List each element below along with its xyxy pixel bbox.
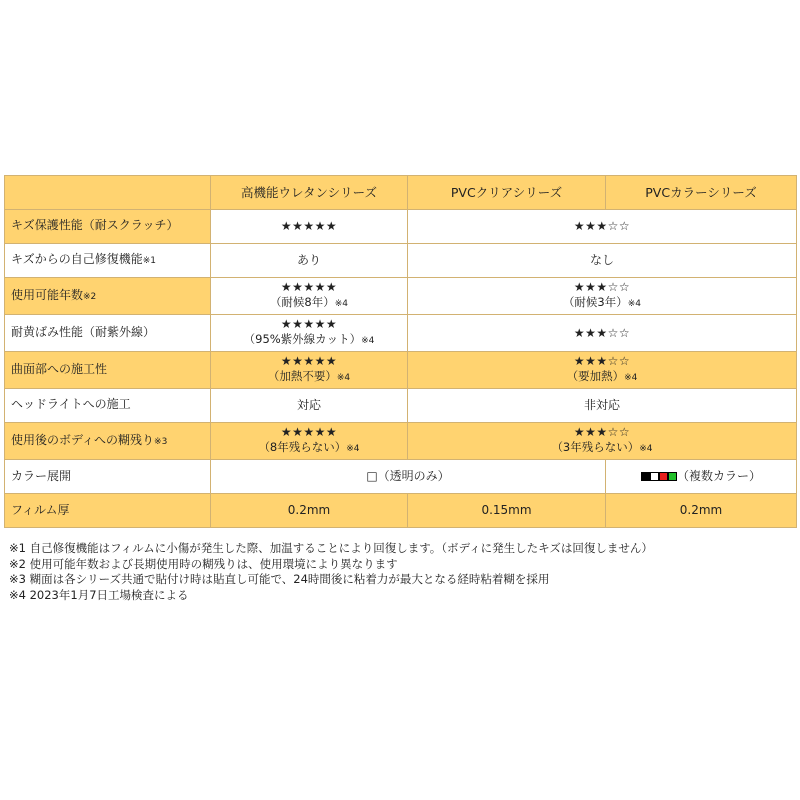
pvc-clear-thickness: 0.15mm: [408, 494, 606, 528]
urethane-value: ★★★★★ （加熱不要）※4: [211, 352, 408, 389]
pvc-value: ★★★☆☆ （3年残らない）※4: [408, 423, 797, 460]
row-label: ヘッドライトへの施工: [5, 389, 211, 423]
table-row: [5, 244, 797, 278]
footnotes: [9, 541, 799, 603]
header-pvc-clear-series: PVCクリアシリーズ: [408, 176, 606, 210]
color-swatches: [641, 469, 677, 483]
footnote: ※1 自己修復機能はフィルムに小傷が発生した際、加温することにより回復します。（ボディに発生したキズは回復しません）: [9, 541, 653, 555]
urethane-value: ★★★★★ （95%紫外線カット）※4: [211, 315, 408, 352]
row-label: 使用可能年数※2: [5, 278, 211, 315]
pvc-value: ★★★☆☆ （耐候3年）※4: [408, 278, 797, 315]
comparison-table: [4, 175, 797, 528]
pvc-value: ★★★☆☆: [408, 315, 797, 352]
color-swatch: [659, 472, 668, 481]
footnote: ※4 2023年1月7日工場検査による: [9, 587, 189, 602]
row-label: 曲面部への施工性: [5, 352, 211, 389]
urethane-thickness: 0.2mm: [211, 494, 408, 528]
table-row: [5, 352, 797, 389]
table-row: [5, 315, 797, 352]
thickness-row: [5, 494, 797, 528]
pvc-value: ★★★☆☆: [408, 210, 797, 244]
table-header-row: [5, 176, 797, 210]
table-row: [5, 210, 797, 244]
footnote: ※3 糊面は各シリーズ共通で貼付け時は貼直し可能で、24時間後に粘着力が最大となる経時粘着糊を採用: [9, 572, 550, 587]
color-clear-only: □（透明のみ）: [211, 460, 606, 494]
urethane-value: ★★★★★: [211, 210, 408, 244]
color-swatch: [650, 472, 659, 481]
pvc-value: 非対応: [408, 389, 797, 423]
color-multi: （複数カラー）: [606, 460, 797, 494]
urethane-value: あり: [211, 244, 408, 278]
row-label: キズ保護性能（耐スクラッチ）: [5, 210, 211, 244]
color-swatch: [641, 472, 650, 481]
row-label: カラー展開: [5, 460, 211, 494]
header-pvc-color-series: PVCカラーシリーズ: [606, 176, 797, 210]
row-label: 耐黄ばみ性能（耐紫外線）: [5, 315, 211, 352]
header-urethane-series: 高機能ウレタンシリーズ: [211, 176, 408, 210]
urethane-value: 対応: [211, 389, 408, 423]
header-blank-cell: [5, 176, 211, 210]
color-swatch: [668, 472, 677, 481]
row-label: 使用後のボディへの糊残り※3: [5, 423, 211, 460]
urethane-value: ★★★★★ （耐候8年）※4: [211, 278, 408, 315]
table-row: [5, 278, 797, 315]
row-label: キズからの自己修復機能※1: [5, 244, 211, 278]
urethane-value: ★★★★★ （8年残らない）※4: [211, 423, 408, 460]
table-row: [5, 423, 797, 460]
row-label: フィルム厚: [5, 494, 211, 528]
pvc-value: なし: [408, 244, 797, 278]
table-row: [5, 389, 797, 423]
footnote: ※2 使用可能年数および長期使用時の糊残りは、使用環境により異なります: [9, 556, 398, 571]
color-row: [5, 460, 797, 494]
pvc-value: ★★★☆☆ （要加熱）※4: [408, 352, 797, 389]
pvc-color-thickness: 0.2mm: [606, 494, 797, 528]
